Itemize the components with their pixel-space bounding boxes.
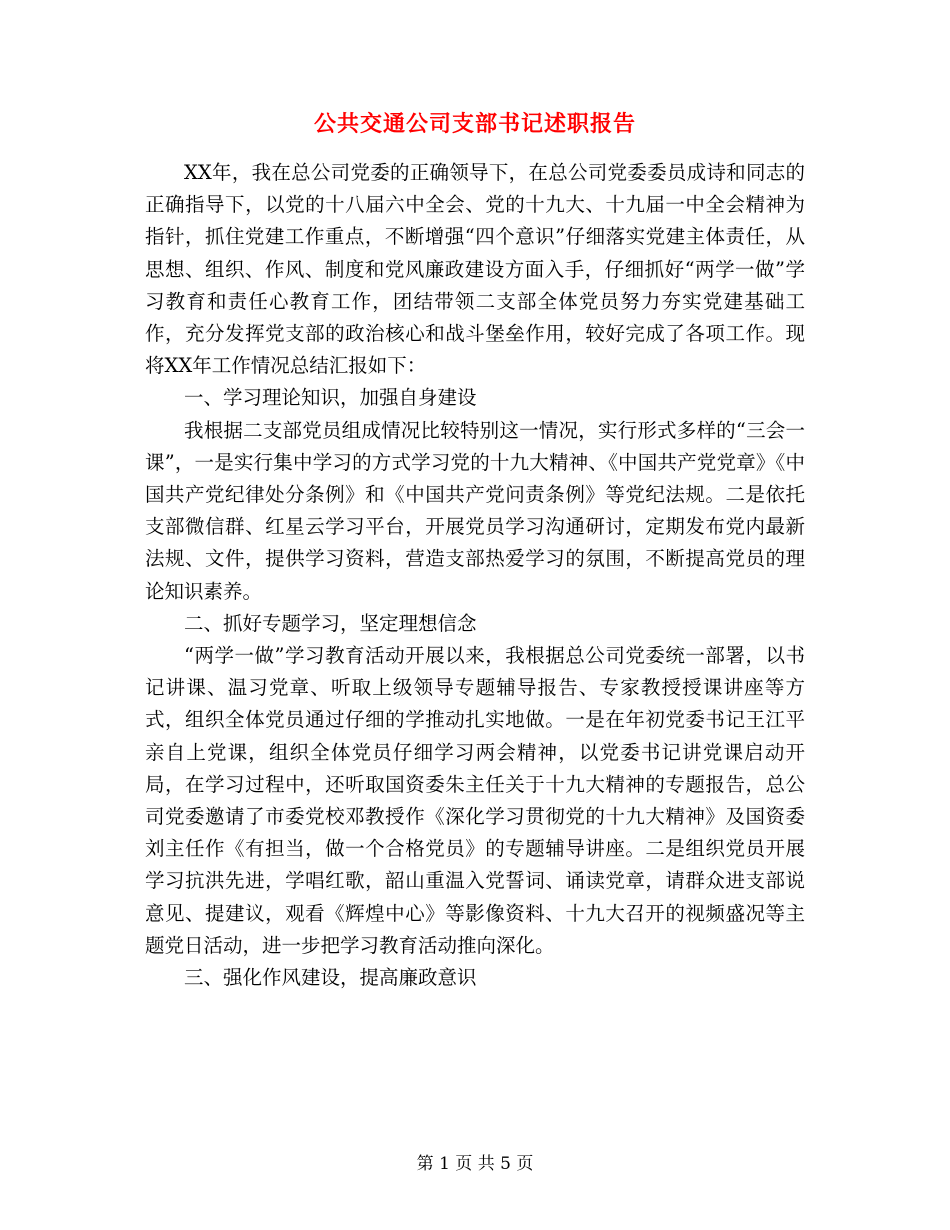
paragraph-section-1: 我根据二支部党员组成情况比较特别这一情况，实行形式多样的“三会一课”，一是实行集中学习的方式学习党的十九大精神、《中国共产党党章》《中国共产党纪律处分条例》和《中国共产党问责条例》等党纪法规。二是依托支部微信群、红星云学习平台，开展党员学习沟通研讨，定期发布党内最新法规、文件，提供学习资料，营造支部热爱学习的氛围，不断提高党员的理论知识素养。 [145, 418, 805, 603]
paragraph-intro: XX年，我在总公司党委的正确领导下，在总公司党委委员成诗和同志的正确指导下，以党的十八届六中全会、党的十九大、十九届一中全会精神为指针，抓住党建工作重点，不断增强“四个意识”仔细落实党建主体责任，从思想、组织、作风、制度和党风廉政建设方面入手，仔细抓好“两学一做”学习教育和责任心教育工作，团结带领二支部全体党员努力夯实党建基础工作，充分发挥党支部的政治核心和战斗堡垒作用，较好完成了各项工作。现将XX年工作情况总结汇报如下： [145, 161, 805, 378]
section-heading-2: 二、抓好专题学习，坚定理想信念 [184, 611, 477, 635]
section-heading-3: 三、强化作风建设，提高廉政意识 [184, 966, 477, 990]
section-heading-1: 一、学习理论知识，加强自身建设 [184, 386, 477, 410]
document-title: 公共交通公司支部书记述职报告 [313, 111, 636, 137]
paragraph-section-2: “两学一做”学习教育活动开展以来，我根据总公司党委统一部署，以书记讲课、温习党章、听取上级领导专题辅导报告、专家教授授课讲座等方式，组织全体党员通过仔细的学推动扎实地做。一是在年初党委书记王江平亲自上党课，组织全体党员仔细学习两会精神，以党委书记讲党课启动开局，在学习过程中，还听取国资委朱主任关于十九大精神的专题报告，总公司党委邀请了市委党校邓教授作《深化学习贯彻党的十九大精神》及国资委刘主任作《有担当，做一个合格党员》的专题辅导讲座。二是组织党员开展学习抗洪先进，学唱红歌，韶山重温入党誓词、诵读党章，请群众进支部说意见、提建议，观看《辉煌中心》等影像资料、十九大召开的视频盛况等主题党日活动，进一步把学习教育活动推向深化。 [145, 644, 805, 957]
document-body [145, 157, 805, 994]
page-number-footer: 第 1 页 共 5 页 [416, 1154, 534, 1174]
